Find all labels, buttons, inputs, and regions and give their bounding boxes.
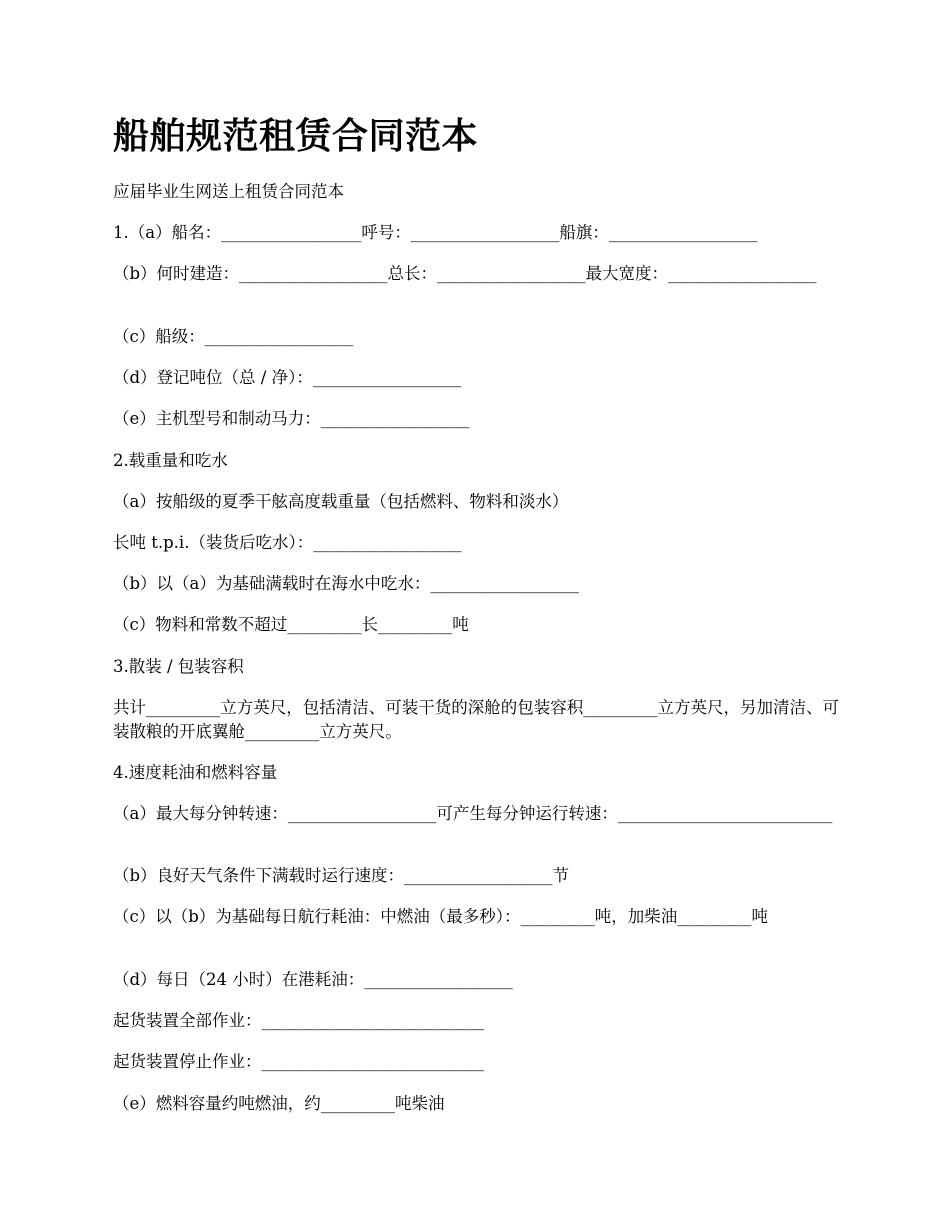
clause-4b-speed: （b）良好天气条件下满载时运行速度：__________________节 bbox=[113, 866, 570, 885]
clause-1e-engine: （e）主机型号和制动马力：__________________ bbox=[113, 409, 470, 428]
clause-4a-rpm: （a）最大每分钟转速：__________________可产生每分钟运行转速：__________________________ bbox=[113, 804, 833, 823]
clause-2c-stores: （c）物料和常数不超过_________长_________吨 bbox=[113, 615, 469, 634]
clause-4d-gear-working: 起货装置全部作业：___________________________ bbox=[113, 1011, 485, 1030]
clause-4c-consumption: （c）以（b）为基础每日航行耗油：中燃油（最多秒）：_________吨，加柴油_________吨 bbox=[113, 907, 769, 926]
clause-1c-class: （c）船级：__________________ bbox=[113, 327, 354, 346]
clause-2a-tpi: 长吨 t.p.i.（装货后吃水）：__________________ bbox=[113, 533, 462, 552]
section-3-heading: 3.散装 / 包装容积 bbox=[113, 657, 244, 676]
document-subtitle: 应届毕业生网送上租赁合同范本 bbox=[113, 182, 344, 201]
clause-2b-draft: （b）以（a）为基础满载时在海水中吃水：__________________ bbox=[113, 574, 579, 593]
clause-1a-vessel-name: 1.（a）船名：_________________呼号：__________________船旗：__________________ bbox=[113, 223, 758, 242]
section-2-heading: 2.载重量和吃水 bbox=[113, 451, 228, 470]
clause-4d-port-consumption: （d）每日（24 小时）在港耗油：__________________ bbox=[113, 970, 513, 989]
clause-2a-deadweight: （a）按船级的夏季干舷高度载重量（包括燃料、物料和淡水） bbox=[113, 492, 569, 511]
clause-4d-gear-idle: 起货装置停止作业：___________________________ bbox=[113, 1052, 485, 1071]
clause-1b-build-dimensions: （b）何时建造：__________________总长：__________________最大宽度：__________________ bbox=[113, 264, 817, 283]
clause-3-capacity: 共计_________立方英尺，包括清洁、可装干货的深舱的包装容积_________立方英尺，另加清洁、可装散粮的开底翼舱_________立方英尺。 bbox=[113, 698, 839, 741]
section-4-heading: 4.速度耗油和燃料容量 bbox=[113, 763, 278, 782]
document-title: 船舶规范租赁合同范本 bbox=[113, 115, 479, 157]
clause-1d-tonnage: （d）登记吨位（总 / 净）：__________________ bbox=[113, 368, 462, 387]
clause-4e-fuel-capacity: （e）燃料容量约吨燃油，约_________吨柴油 bbox=[113, 1094, 445, 1113]
